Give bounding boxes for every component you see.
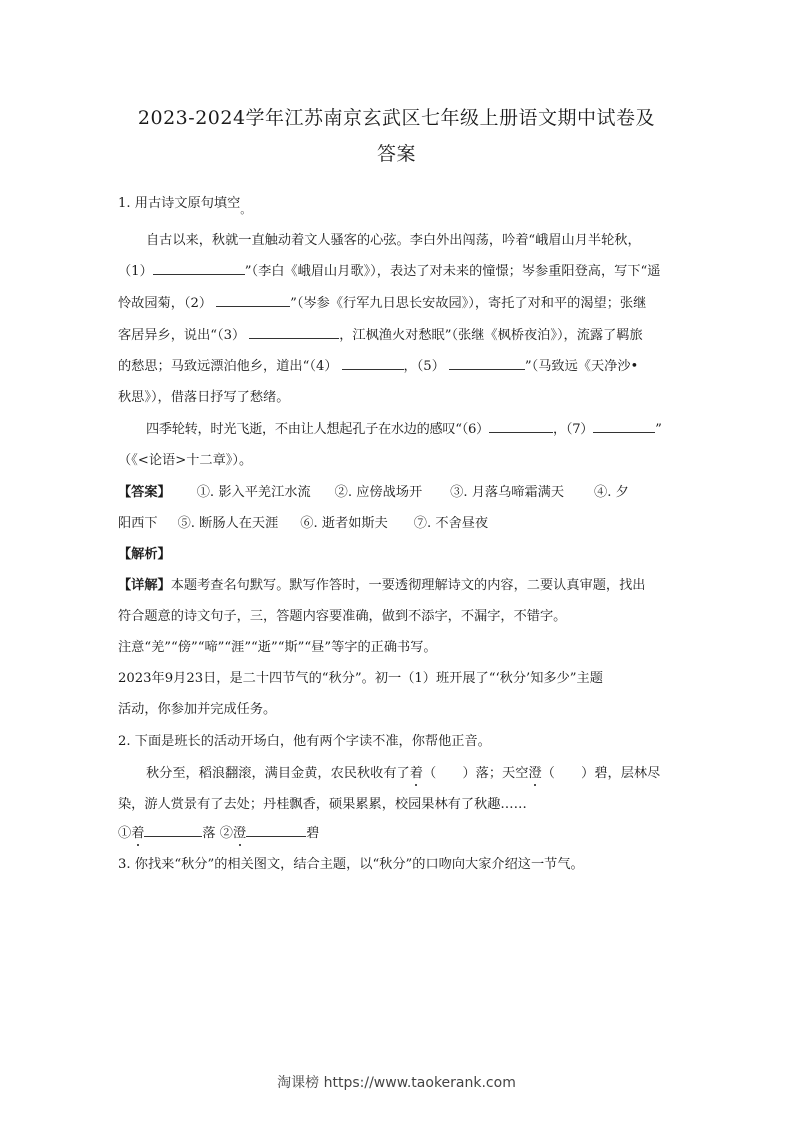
title-line-2: 答案 — [376, 143, 416, 165]
q3-stem: 3. 你找来“秋分”的相关图文，结合主题，以“秋分”的口吻向大家介绍这一节气。 — [118, 857, 584, 872]
intro-line-1: 2023年9月23日，是二十四节气的“秋分”。初一（1）班开展了“‘秋分’知多少”主题 — [118, 671, 603, 686]
q2-stem: 2. 下面是班长的活动开场白，他有两个字读不准，你帮他正音。 — [118, 734, 491, 749]
blank-1[interactable] — [153, 263, 245, 275]
blank-2[interactable] — [216, 295, 290, 307]
blank-7[interactable] — [593, 421, 655, 433]
blank-zhe[interactable] — [144, 825, 202, 837]
detail-line-3: 注意“羌”“傍”“啼”“涯”“逝”“斯”“昼”等字的正确书写。 — [118, 640, 437, 655]
analysis-label: 【解析】 — [118, 547, 171, 562]
detail-line-2: 符合题意的诗文句子，三，答题内容要准确，做到不添字，不漏字，不错字。 — [118, 609, 567, 624]
blank-cheng[interactable] — [246, 825, 306, 837]
q1-p1-line1: 自古以来，秋就一直触动着文人骚客的心弦。李白外出闯荡，吟着“峨眉山月半轮秋， — [146, 233, 641, 248]
blank-4[interactable] — [342, 358, 404, 370]
detail-label: 【详解】 — [118, 578, 171, 593]
q1-p1-line6: 秋思》），借落日抒写了愁绪。 — [118, 390, 290, 405]
blank-5[interactable] — [449, 358, 525, 370]
q2-line1: 秋分至，稻浪翻滚，满目金黄，农民秋收有了着（ ）落；天空澄（ ）碧，层林尽 — [146, 766, 661, 781]
detail-line-1: 【详解】本题考查名句默写。默写作答时，一要透彻理解诗文的内容，二要认真审题，找出 — [118, 578, 646, 593]
dotted-char-cheng: 澄 — [528, 766, 542, 781]
q1-p1-line5: 的愁思；马致远漂泊他乡，道出“（4） ，（5） ”（马致远《天净沙• — [118, 359, 639, 374]
answer-label: 【答案】 — [118, 485, 171, 500]
blank-6[interactable] — [489, 421, 553, 433]
q1-stem-mark: 。 — [240, 203, 252, 216]
q1-stem: 1. 用古诗文原句填空$_。$ — [118, 196, 252, 216]
answer-line-1: 【答案】 ①. 影入平羌江水流 ②. 应傍战场开 ③. 月落乌啼霜满天 ④. 夕 — [118, 485, 629, 500]
q1-p2-line1: 四季轮转，时光飞逝，不由让人想起孔子在水边的感叹“（6） ，（7） ” — [146, 422, 662, 437]
q1-p1-line3: 怜故园菊，（2） ”（岑参《行军九日思长安故园》），寄托了对和平的渴望；张继 — [118, 296, 647, 311]
intro-line-2: 活动，你参加并完成任务。 — [118, 702, 277, 717]
q2-line2: 染，游人赏景有了去处；丹桂飘香，硕果累累，校园果林有了秋趣…… — [118, 797, 527, 812]
blank-3[interactable] — [249, 327, 339, 339]
q1-p1-line4: 客居异乡，说出“（3） ，江枫渔火对愁眠”（张继《枫桥夜泊》），流露了羁旅 — [118, 328, 643, 343]
dotted-char-zhe: 着 — [409, 766, 423, 781]
q1-p2-line2: （《<论语>十二章》）。 — [118, 453, 253, 468]
footer-watermark: 淘课榜 https://www.taokerank.com — [277, 1075, 516, 1091]
answer-line-2: 阳西下 ⑤. 断肠人在天涯 ⑥. 逝者如斯夫 ⑦. 不舍昼夜 — [118, 516, 489, 531]
title-line-1: 2023-2024学年江苏南京玄武区七年级上册语文期中试卷及 — [137, 107, 656, 129]
q2-answer-line: ①着 落 ②澄 碧 — [118, 826, 320, 841]
page-title — [100, 100, 693, 172]
q1-p1-line2: （1） ”（李白《峨眉山月歌》），表达了对未来的憧憬；岑参重阳登高，写下“遥 — [118, 264, 661, 279]
